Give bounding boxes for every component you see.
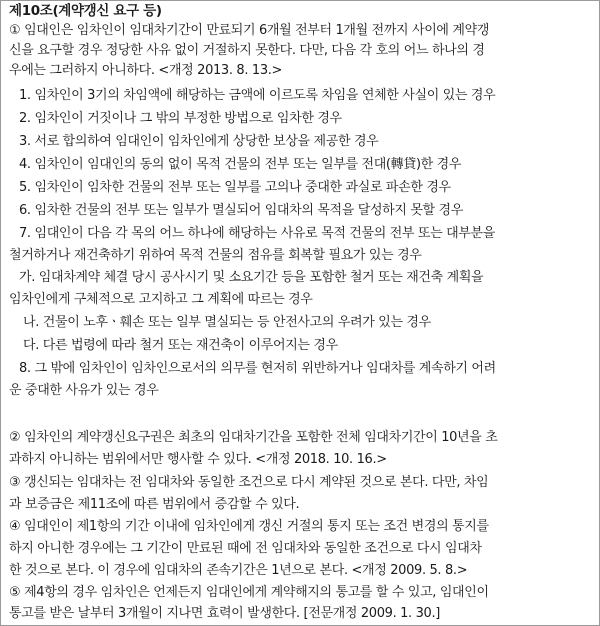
paragraph-5-line: ⑤ 제4항의 경우 임차인은 언제든지 임대인에게 계약해지의 통고를 할 수 있고, 임대인이 xyxy=(9,585,489,600)
item-2: 2. 임차인이 거짓이나 그 밖의 부정한 방법으로 임차한 경우 xyxy=(19,111,342,126)
item-1: 1. 임차인이 3기의 차임액에 해당하는 금액에 이르도록 차임을 연체한 사실이 있는 경우 xyxy=(19,88,496,103)
paragraph-4-line: ④ 임대인이 제1항의 기간 이내에 임차인에게 갱신 거절의 통지 또는 조건 변경의 통지를 xyxy=(9,519,489,534)
paragraph-1-line: 우에는 그러하지 아니하다. <개정 2013. 8. 13.> xyxy=(9,63,283,78)
item-7-line: 철거하거나 재건축하기 위하여 목적 건물의 점유를 회복할 필요가 있는 경우 xyxy=(9,248,422,263)
sub-item-da: 다. 다른 법령에 따라 철거 또는 재건축이 이루어지는 경우 xyxy=(23,338,338,353)
item-8-line: 8. 그 밖에 임차인이 임차인으로서의 의무를 현저히 위반하거나 임대차를 계속하기 어려 xyxy=(19,361,496,376)
paragraph-1-line: ① 임대인은 임차인이 임대차기간이 만료되기 6개월 전부터 1개월 전까지 사이에 계약갱 xyxy=(9,23,490,38)
paragraph-2-line: 과하지 아니하는 범위에서만 행사할 수 있다. <개정 2018. 10. 16.> xyxy=(9,452,387,467)
sub-item-na: 나. 건물이 노후ㆍ훼손 또는 일부 멸실되는 등 안전사고의 우려가 있는 경우 xyxy=(23,315,431,330)
item-3: 3. 서로 합의하여 임대인이 임차인에게 상당한 보상을 제공한 경우 xyxy=(19,134,379,149)
item-7-line: 7. 임대인이 다음 각 목의 어느 하나에 해당하는 사유로 목적 건물의 전부 또는 대부분을 xyxy=(19,226,495,241)
sub-item-ga-line: 가. 임대차계약 체결 당시 공사시기 및 소요기간 등을 포함한 철거 또는 재건축 계획을 xyxy=(19,270,484,285)
paragraph-4-line: 하지 아니한 경우에는 그 기간이 만료된 때에 전 임대차와 동일한 조건으로 다시 임대차 xyxy=(9,541,482,556)
paragraph-4-line: 한 것으로 본다. 이 경우에 임대차의 존속기간은 1년으로 본다. <개정 2009. 5. 8.> xyxy=(9,563,468,578)
paragraph-1-line: 신을 요구할 경우 정당한 사유 없이 거절하지 못한다. 다만, 다음 각 호의 어느 하나의 경 xyxy=(9,43,485,58)
item-6: 6. 임차한 건물의 전부 또는 일부가 멸실되어 임대차의 목적을 달성하지 못할 경우 xyxy=(19,203,463,218)
sub-item-ga-line: 임차인에게 구체적으로 고지하고 그 계획에 따르는 경우 xyxy=(9,292,313,307)
item-5: 5. 임차인이 임차한 건물의 전부 또는 일부를 고의나 중대한 과실로 파손한 경우 xyxy=(19,180,451,195)
item-4: 4. 임차인이 임대인의 동의 없이 목적 건물의 전부 또는 일부를 전대(轉貸)한 경우 xyxy=(19,157,462,172)
paragraph-3-line: ③ 갱신되는 임대차는 전 임대차와 동일한 조건으로 다시 계약된 것으로 본다. 다만, 차임 xyxy=(9,475,489,490)
paragraph-5-line: 통고를 받은 날부터 3개월이 지나면 효력이 발생한다. [전문개정 2009. 1. 30.] xyxy=(9,606,440,621)
paragraph-2-line: ② 임차인의 계약갱신요구권은 최초의 임대차기간을 포함한 전체 임대차기간이 10년을 초 xyxy=(9,430,498,445)
item-8-line: 운 중대한 사유가 있는 경우 xyxy=(9,383,159,398)
paragraph-3-line: 과 보증금은 제11조에 따른 범위에서 증감할 수 있다. xyxy=(9,497,300,512)
article-title: 제10조(계약갱신 요구 등) xyxy=(9,3,162,19)
